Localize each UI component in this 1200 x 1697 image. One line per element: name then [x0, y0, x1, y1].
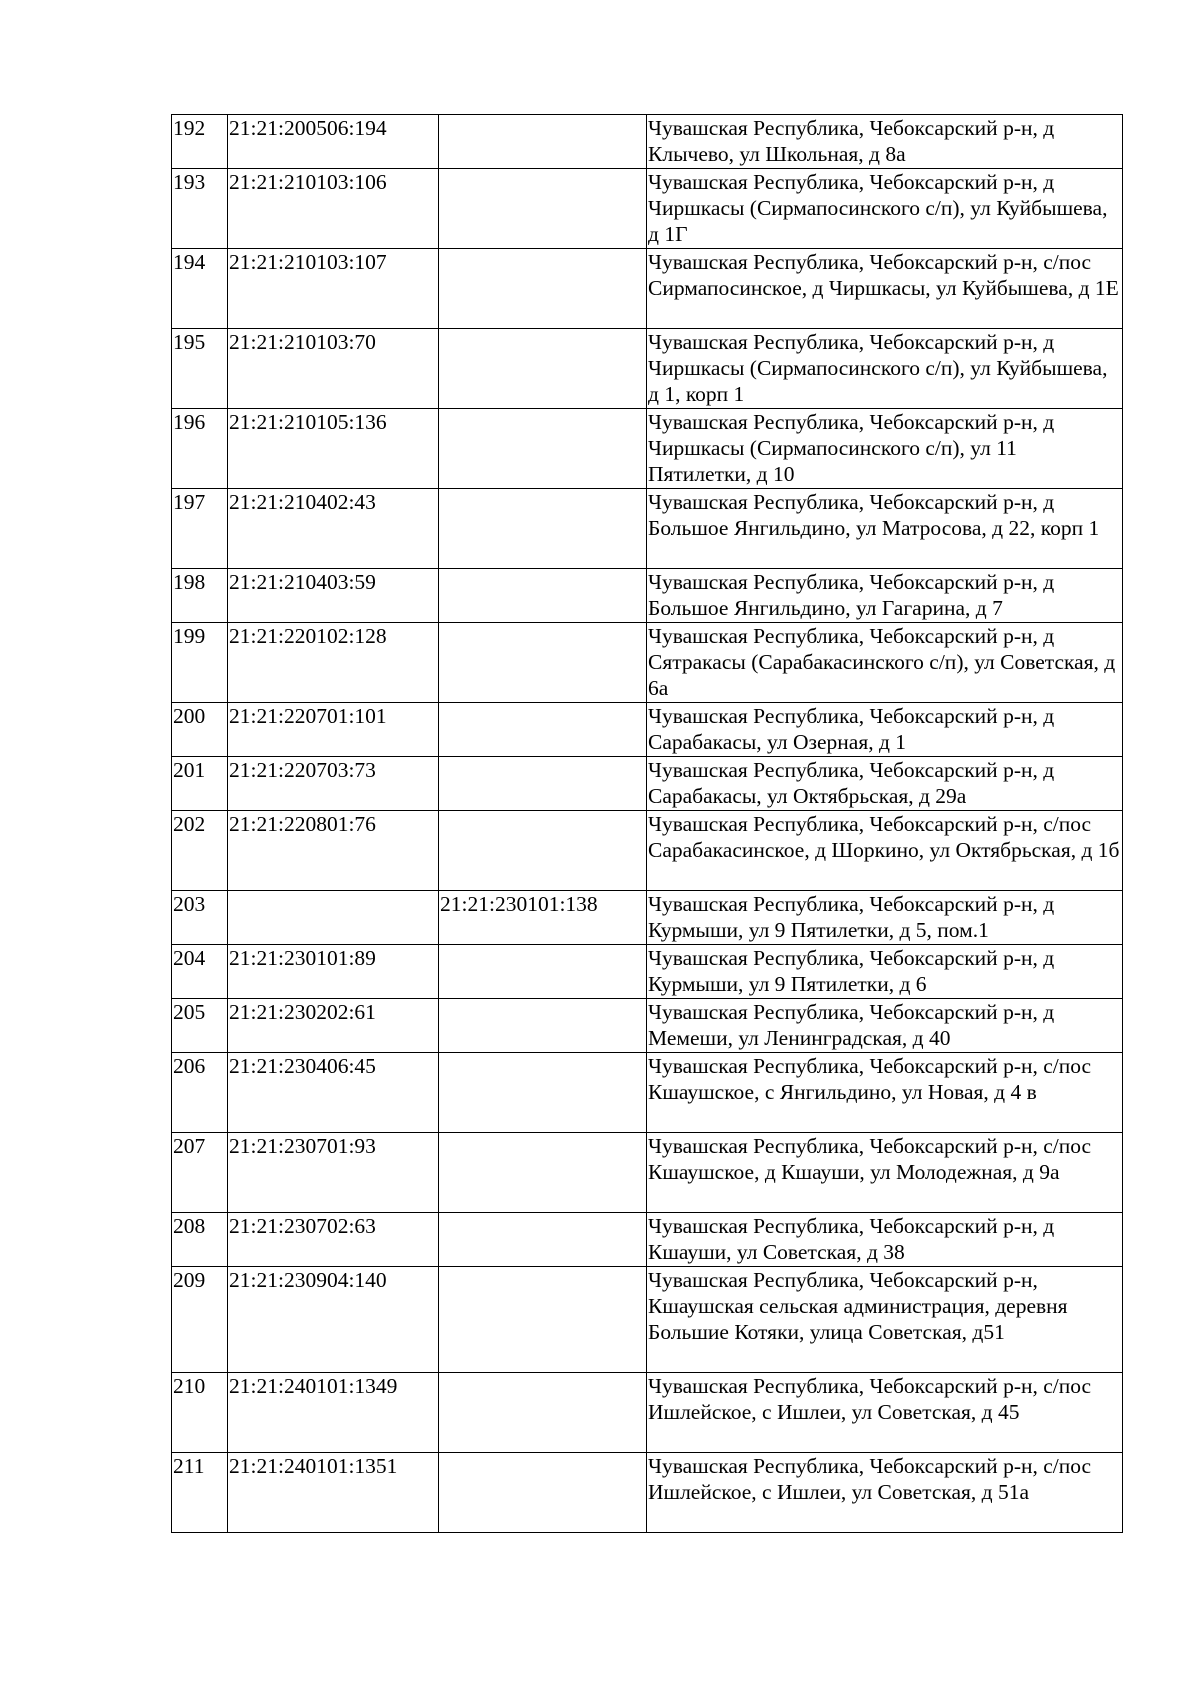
row-number-cell: 201 [172, 757, 228, 811]
row-number-cell: 192 [172, 115, 228, 169]
address-cell: Чувашская Республика, Чебоксарский р-н, д Курмыши, ул 9 Пятилетки, д 5, пом.1 [647, 891, 1123, 945]
address-cell: Чувашская Республика, Чебоксарский р-н, д Сарабакасы, ул Озерная, д 1 [647, 703, 1123, 757]
row-number-cell: 206 [172, 1053, 228, 1133]
cadastral-number-cell: 21:21:220701:101 [228, 703, 439, 757]
cadastral-number-cell: 21:21:210103:107 [228, 249, 439, 329]
cadastral-number-cell: 21:21:230904:140 [228, 1267, 439, 1373]
cadastral-number-cell: 21:21:220801:76 [228, 811, 439, 891]
related-cadastral-number-cell [439, 569, 647, 623]
cadastral-number-cell: 21:21:210103:70 [228, 329, 439, 409]
cadastral-number-cell [228, 891, 439, 945]
address-cell: Чувашская Республика, Чебоксарский р-н, д Чиршкасы (Сирмапосинского с/п), ул 11 Пятилетки, д 10 [647, 409, 1123, 489]
table-row [172, 945, 1123, 999]
table-row [172, 169, 1123, 249]
row-number-cell: 205 [172, 999, 228, 1053]
row-number-cell: 196 [172, 409, 228, 489]
cadastral-number-cell: 21:21:220703:73 [228, 757, 439, 811]
table-row [172, 757, 1123, 811]
table-row [172, 249, 1123, 329]
row-number-cell: 209 [172, 1267, 228, 1373]
table-row [172, 891, 1123, 945]
cadastral-number-cell: 21:21:230101:89 [228, 945, 439, 999]
cadastral-number-cell: 21:21:220102:128 [228, 623, 439, 703]
address-cell: Чувашская Республика, Чебоксарский р-н, с/пос Кшаушское, д Кшауши, ул Молодежная, д 9а [647, 1133, 1123, 1213]
row-number-cell: 198 [172, 569, 228, 623]
cadastral-number-cell: 21:21:210105:136 [228, 409, 439, 489]
table-row [172, 115, 1123, 169]
related-cadastral-number-cell [439, 703, 647, 757]
address-cell: Чувашская Республика, Чебоксарский р-н, д Сарабакасы, ул Октябрьская, д 29а [647, 757, 1123, 811]
address-cell: Чувашская Республика, Чебоксарский р-н, д Мемеши, ул Ленинградская, д 40 [647, 999, 1123, 1053]
table-row [172, 1373, 1123, 1453]
row-number-cell: 211 [172, 1453, 228, 1533]
related-cadastral-number-cell: 21:21:230101:138 [439, 891, 647, 945]
related-cadastral-number-cell [439, 1133, 647, 1213]
table-row [172, 999, 1123, 1053]
related-cadastral-number-cell [439, 169, 647, 249]
address-cell: Чувашская Республика, Чебоксарский р-н, с/пос Кшаушское, с Янгильдино, ул Новая, д 4 в [647, 1053, 1123, 1133]
row-number-cell: 208 [172, 1213, 228, 1267]
address-cell: Чувашская Республика, Чебоксарский р-н, с/пос Сирмапосинское, д Чиршкасы, ул Куйбышева, д 1Е [647, 249, 1123, 329]
address-cell: Чувашская Республика, Чебоксарский р-н, д Чиршкасы (Сирмапосинского с/п), ул Куйбышева, д 1Г [647, 169, 1123, 249]
cadastral-number-cell: 21:21:210403:59 [228, 569, 439, 623]
address-cell: Чувашская Республика, Чебоксарский р-н, д Кшауши, ул Советская, д 38 [647, 1213, 1123, 1267]
related-cadastral-number-cell [439, 1053, 647, 1133]
cadastral-number-cell: 21:21:210103:106 [228, 169, 439, 249]
table-row [172, 1267, 1123, 1373]
row-number-cell: 203 [172, 891, 228, 945]
table-row [172, 1453, 1123, 1533]
related-cadastral-number-cell [439, 1453, 647, 1533]
related-cadastral-number-cell [439, 1267, 647, 1373]
row-number-cell: 193 [172, 169, 228, 249]
related-cadastral-number-cell [439, 945, 647, 999]
row-number-cell: 194 [172, 249, 228, 329]
table-row [172, 489, 1123, 569]
row-number-cell: 207 [172, 1133, 228, 1213]
related-cadastral-number-cell [439, 115, 647, 169]
table-row [172, 811, 1123, 891]
table-row [172, 409, 1123, 489]
cadastral-number-cell: 21:21:230406:45 [228, 1053, 439, 1133]
row-number-cell: 197 [172, 489, 228, 569]
table-row [172, 569, 1123, 623]
row-number-cell: 195 [172, 329, 228, 409]
related-cadastral-number-cell [439, 1213, 647, 1267]
cadastral-number-cell: 21:21:210402:43 [228, 489, 439, 569]
table-row [172, 1213, 1123, 1267]
address-cell: Чувашская Республика, Чебоксарский р-н, с/пос Сарабакасинское, д Шоркино, ул Октябрьская, д 1б [647, 811, 1123, 891]
address-cell: Чувашская Республика, Чебоксарский р-н, д Клычево, ул Школьная, д 8а [647, 115, 1123, 169]
related-cadastral-number-cell [439, 329, 647, 409]
related-cadastral-number-cell [439, 249, 647, 329]
property-table [171, 114, 1123, 1533]
row-number-cell: 200 [172, 703, 228, 757]
cadastral-number-cell: 21:21:230202:61 [228, 999, 439, 1053]
property-table-body [172, 115, 1123, 1533]
address-cell: Чувашская Республика, Чебоксарский р-н, д Большое Янгильдино, ул Матросова, д 22, корп 1 [647, 489, 1123, 569]
cadastral-number-cell: 21:21:200506:194 [228, 115, 439, 169]
table-row [172, 1133, 1123, 1213]
cadastral-number-cell: 21:21:240101:1349 [228, 1373, 439, 1453]
cadastral-number-cell: 21:21:230702:63 [228, 1213, 439, 1267]
table-row [172, 703, 1123, 757]
table-row [172, 329, 1123, 409]
address-cell: Чувашская Республика, Чебоксарский р-н, д Большое Янгильдино, ул Гагарина, д 7 [647, 569, 1123, 623]
row-number-cell: 210 [172, 1373, 228, 1453]
address-cell: Чувашская Республика, Чебоксарский р-н, с/пос Ишлейское, с Ишлеи, ул Советская, д 45 [647, 1373, 1123, 1453]
related-cadastral-number-cell [439, 999, 647, 1053]
cadastral-number-cell: 21:21:230701:93 [228, 1133, 439, 1213]
related-cadastral-number-cell [439, 623, 647, 703]
table-row [172, 623, 1123, 703]
row-number-cell: 204 [172, 945, 228, 999]
table-row [172, 1053, 1123, 1133]
address-cell: Чувашская Республика, Чебоксарский р-н, д Курмыши, ул 9 Пятилетки, д 6 [647, 945, 1123, 999]
related-cadastral-number-cell [439, 489, 647, 569]
row-number-cell: 199 [172, 623, 228, 703]
row-number-cell: 202 [172, 811, 228, 891]
related-cadastral-number-cell [439, 811, 647, 891]
address-cell: Чувашская Республика, Чебоксарский р-н, д Чиршкасы (Сирмапосинского с/п), ул Куйбышева, д 1, корп 1 [647, 329, 1123, 409]
related-cadastral-number-cell [439, 757, 647, 811]
address-cell: Чувашская Республика, Чебоксарский р-н, с/пос Ишлейское, с Ишлеи, ул Советская, д 51а [647, 1453, 1123, 1533]
related-cadastral-number-cell [439, 1373, 647, 1453]
related-cadastral-number-cell [439, 409, 647, 489]
address-cell: Чувашская Республика, Чебоксарский р-н, Кшаушская сельская администрация, деревня Большие Котяки, улица Советская, д51 [647, 1267, 1123, 1373]
address-cell: Чувашская Республика, Чебоксарский р-н, д Сятракасы (Сарабакасинского с/п), ул Советская, д 6а [647, 623, 1123, 703]
cadastral-number-cell: 21:21:240101:1351 [228, 1453, 439, 1533]
